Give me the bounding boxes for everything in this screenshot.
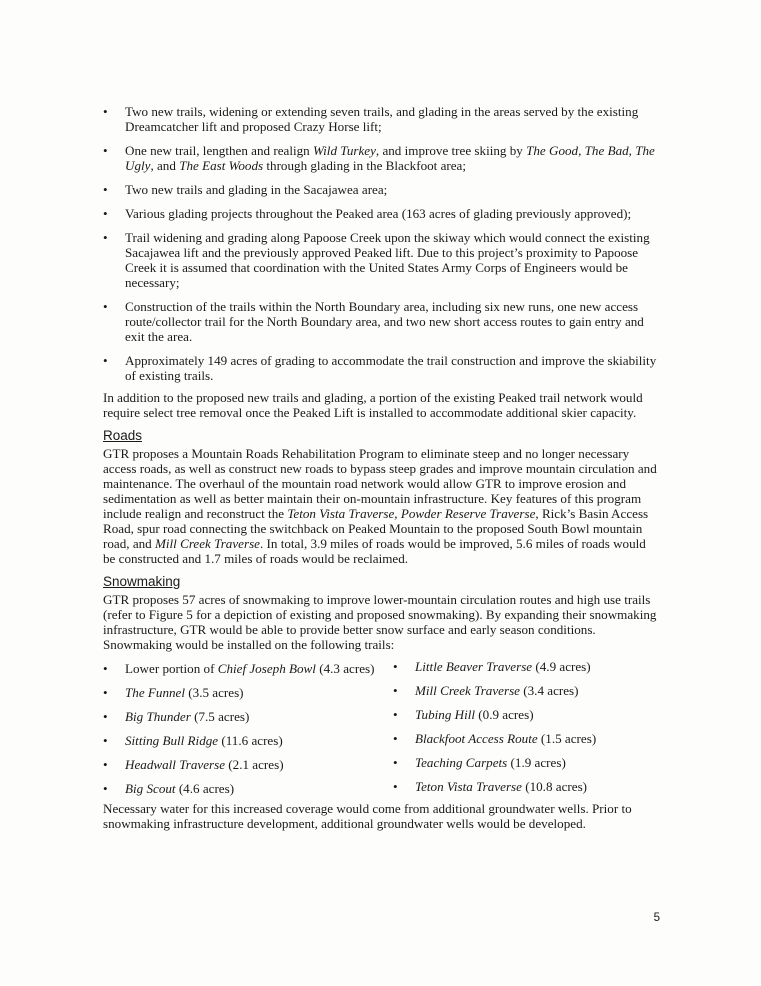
trail-bullet-item-5-run-0: Construction of the trails within the North Boundary area, including six new runs, one new access route/collector trail for the North Boundary area, and two new short access routes to gain entry and exit the area. xyxy=(125,299,644,344)
snowmaking-left-column xyxy=(103,661,393,805)
trail-bullet-item-1-run-4: , and xyxy=(150,158,180,173)
trail-bullet-item-2 xyxy=(103,182,659,197)
bullet-dot: • xyxy=(393,731,398,746)
snow-left-item-5-run-1: (4.6 acres) xyxy=(175,781,235,796)
snow-right-item-0-run-1: (4.9 acres) xyxy=(532,659,591,674)
snow-right-item-0-run-0: Little Beaver Traverse xyxy=(415,659,533,674)
trails-paragraph: In addition to the proposed new trails and glading, a portion of the existing Peaked trail network would require select tree removal once the Peaked Lift is installed to accommodate additional skier capacity. xyxy=(103,390,643,420)
trail-bullet-item-1-run-1: Wild Turkey xyxy=(312,143,376,158)
bullet-dot: • xyxy=(393,707,398,722)
snow-left-item-5 xyxy=(103,781,393,796)
snow-right-item-2-run-0: Tubing Hill xyxy=(415,707,476,722)
bullet-dot: • xyxy=(393,755,398,770)
snow-left-item-3 xyxy=(103,733,393,748)
snow-left-item-0-run-1: Chief Joseph Bowl xyxy=(217,661,316,676)
bullet-dot: • xyxy=(103,353,108,368)
bullet-dot: • xyxy=(103,685,108,700)
snow-right-item-1 xyxy=(393,683,659,698)
bullet-dot: • xyxy=(103,709,108,724)
bullet-dot: • xyxy=(393,683,398,698)
snowmaking-right-column xyxy=(393,661,659,805)
roads-paragraph-run-2: , Rick’s Basin Access Road, spur road connecting the switchback on Peaked Mountain to the proposed South Bowl mountain road, and xyxy=(103,506,649,551)
trail-bullet-item-1-run-5: The East Woods xyxy=(179,158,264,173)
roads-heading: Roads xyxy=(103,428,143,443)
bullet-dot: • xyxy=(393,659,398,674)
snow-right-item-5 xyxy=(393,779,659,794)
snow-right-item-3-run-0: Blackfoot Access Route xyxy=(415,731,538,746)
trail-bullet-item-1-run-0: One new trail, lengthen and realign xyxy=(125,143,313,158)
trail-bullet-item-1-run-2: , and improve tree skiing by xyxy=(375,143,527,158)
bullet-dot: • xyxy=(103,143,108,158)
snow-right-item-5-run-0: Teton Vista Traverse xyxy=(415,779,522,794)
trail-bullet-item-1-run-3: The Good, The Bad, The Ugly xyxy=(125,143,655,173)
bullet-dot: • xyxy=(103,733,108,748)
snow-left-item-2 xyxy=(103,709,393,724)
snow-left-item-1-run-1: (3.5 acres) xyxy=(185,685,244,700)
snowmaking-trail-columns xyxy=(103,661,659,805)
trail-bullet-item-4-run-0: Trail widening and grading along Papoose Creek upon the skiway which would connect the existing Sacajawea lift and the previously approved Peaked lift. Due to this project’s proximity to Papoose Creek it is assumed that coordination with the United States Army Corps of Engineers would be necessary; xyxy=(125,230,650,290)
snow-left-item-0-run-0: Lower portion of xyxy=(125,661,218,676)
bullet-dot: • xyxy=(103,757,108,772)
snow-right-item-0 xyxy=(393,659,659,674)
bullet-dot: • xyxy=(103,182,108,197)
snow-left-item-0-run-2: (4.3 acres) xyxy=(315,661,375,676)
trail-bullet-item-1-run-6: through glading in the Blackfoot area; xyxy=(263,158,467,173)
snow-right-item-4 xyxy=(393,755,659,770)
snow-right-item-1-run-1: (3.4 acres) xyxy=(519,683,579,698)
bullet-dot: • xyxy=(103,230,108,245)
snow-left-item-5-run-0: Big Scout xyxy=(125,781,176,796)
bullet-dot: • xyxy=(103,299,108,314)
snow-right-item-2 xyxy=(393,707,659,722)
snow-right-item-3-run-1: (1.5 acres) xyxy=(537,731,597,746)
snowmaking-right-list xyxy=(393,659,659,794)
snowmaking-intro: GTR proposes 57 acres of snowmaking to improve lower-mountain circulation routes and high use trails (refer to Figure 5 for a depiction of existing and proposed snowmaking). By expanding their snowmaking infrastructure, GTR would be able to provide better snow surface and early season conditions. Snowmaking would be installed on the following trails: xyxy=(103,592,657,652)
roads-paragraph xyxy=(103,446,659,566)
trail-bullet-item-0-run-0: Two new trails, widening or extending seven trails, and glading in the areas served by the existing Dreamcatcher lift and proposed Crazy Horse lift; xyxy=(125,104,639,134)
snow-left-item-0 xyxy=(103,661,393,676)
snow-right-item-5-run-1: (10.8 acres) xyxy=(521,779,588,794)
document-page xyxy=(103,104,659,831)
page-number: 5 xyxy=(653,912,660,924)
trail-bullet-item-4 xyxy=(103,230,659,290)
trail-bullet-item-0 xyxy=(103,104,659,134)
roads-paragraph-run-4: . In total, 3.9 miles of roads would be improved, 5.6 miles of roads would be constructed and 1.7 miles of roads would be reclaimed. xyxy=(103,536,646,566)
trail-bullet-item-6 xyxy=(103,353,659,383)
roads-paragraph-run-0: GTR proposes a Mountain Roads Rehabilitation Program to eliminate steep and no longer necessary access roads, as well as construct new roads to bypass steep grades and improve mountain circulation and maintenance. The overhaul of the mountain road network would allow GTR to improve erosion and sedimentation as well as better maintain their on-mountain infrastructure. Key features of this program include realign and reconstruct the xyxy=(103,446,657,521)
trail-bullet-item-3 xyxy=(103,206,659,221)
snowmaking-heading: Snowmaking xyxy=(103,574,181,589)
snow-left-item-1-run-0: The Funnel xyxy=(125,685,186,700)
bullet-dot: • xyxy=(103,206,108,221)
trail-bullet-item-6-run-0: Approximately 149 acres of grading to accommodate the trail construction and improve the skiability of existing trails. xyxy=(125,353,657,383)
bullet-dot: • xyxy=(103,781,108,796)
snow-right-item-3 xyxy=(393,731,659,746)
snow-left-item-4 xyxy=(103,757,393,772)
trail-bullet-item-5 xyxy=(103,299,659,344)
snow-right-item-1-run-0: Mill Creek Traverse xyxy=(415,683,520,698)
snow-left-item-2-run-1: (7.5 acres) xyxy=(190,709,250,724)
snow-left-item-1 xyxy=(103,685,393,700)
snow-left-item-4-run-0: Headwall Traverse xyxy=(125,757,226,772)
snow-left-item-3-run-0: Sitting Bull Ridge xyxy=(125,733,219,748)
snow-left-item-2-run-0: Big Thunder xyxy=(125,709,191,724)
trail-bullet-item-1 xyxy=(103,143,659,173)
snow-right-item-4-run-0: Teaching Carpets xyxy=(415,755,508,770)
snowmaking-left-list xyxy=(103,661,393,796)
snowmaking-closing-paragraph: Necessary water for this increased coverage would come from additional groundwater wells. Prior to snowmaking infrastructure development, additional groundwater wells would be developed. xyxy=(103,801,632,831)
roads-paragraph-run-3: Mill Creek Traverse xyxy=(155,536,260,551)
trail-bullet-item-3-run-0: Various glading projects throughout the Peaked area (163 acres of glading previously approved); xyxy=(125,206,632,221)
bullet-dot: • xyxy=(393,779,398,794)
trail-bullet-item-2-run-0: Two new trails and glading in the Sacajawea area; xyxy=(125,182,388,197)
bullet-dot: • xyxy=(103,661,108,676)
snow-left-item-4-run-1: (2.1 acres) xyxy=(225,757,284,772)
trail-bullet-list xyxy=(103,104,659,383)
snow-right-item-4-run-1: (1.9 acres) xyxy=(507,755,566,770)
snow-left-item-3-run-1: (11.6 acres) xyxy=(218,733,283,748)
roads-paragraph-run-1: Teton Vista Traverse, Powder Reserve Traverse xyxy=(287,506,536,521)
bullet-dot: • xyxy=(103,104,108,119)
snow-right-item-2-run-1: (0.9 acres) xyxy=(475,707,534,722)
